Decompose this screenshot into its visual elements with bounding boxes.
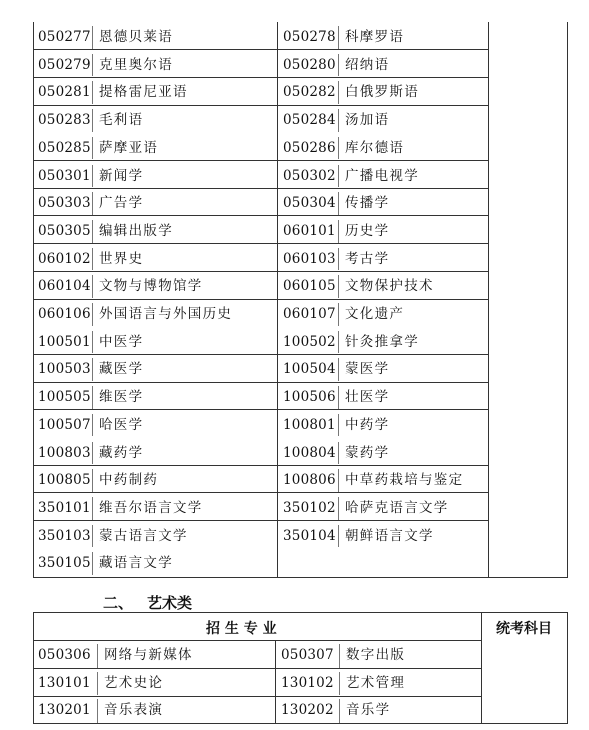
major-name: 新闻学 xyxy=(99,167,144,184)
table2-right-border xyxy=(567,612,568,724)
row-separator xyxy=(33,520,489,521)
major-code: 100806 xyxy=(283,472,336,489)
major-code: 050285 xyxy=(38,139,91,156)
row-separator xyxy=(33,105,489,106)
major-name: 科摩罗语 xyxy=(345,29,405,45)
cell-divider xyxy=(92,81,93,104)
major-name: 克里奥尔语 xyxy=(99,56,173,73)
major-code: 060104 xyxy=(38,278,91,295)
major-name: 蒙古语言文学 xyxy=(99,527,188,544)
cell-divider xyxy=(92,54,93,77)
row-separator xyxy=(33,696,481,697)
table1-right-border xyxy=(567,22,568,578)
major-name: 文物与博物馆学 xyxy=(99,278,203,295)
major-name: 针灸推拿学 xyxy=(345,333,419,350)
cell-divider xyxy=(338,469,339,492)
major-code: 050283 xyxy=(38,112,91,129)
table2-top-border xyxy=(33,612,568,613)
row-separator xyxy=(33,299,489,300)
cell-divider xyxy=(97,699,98,723)
row-separator xyxy=(33,492,489,493)
major-code: 350102 xyxy=(283,499,336,516)
major-name: 维医学 xyxy=(99,389,144,406)
major-code: 350101 xyxy=(38,499,91,516)
major-code: 100805 xyxy=(38,472,91,489)
row-separator xyxy=(33,382,489,383)
major-name: 毛利语 xyxy=(99,112,144,129)
major-name: 广播电视学 xyxy=(345,167,419,184)
major-code: 060105 xyxy=(283,278,336,295)
row-separator xyxy=(33,668,481,669)
row-separator xyxy=(33,160,489,161)
cell-divider xyxy=(92,414,93,437)
cell-divider xyxy=(338,165,339,188)
cell-divider xyxy=(338,331,339,354)
cell-divider xyxy=(338,275,339,298)
major-name: 中草药栽培与鉴定 xyxy=(345,472,464,489)
major-name: 绍纳语 xyxy=(345,56,390,73)
major-code: 350103 xyxy=(38,527,91,544)
cell-divider xyxy=(92,331,93,354)
cell-divider xyxy=(92,275,93,298)
major-name: 中药学 xyxy=(345,416,390,433)
major-code: 100507 xyxy=(38,416,91,433)
major-name: 藏医学 xyxy=(99,361,144,378)
cell-divider xyxy=(338,54,339,77)
cell-divider xyxy=(92,386,93,409)
major-code: 050281 xyxy=(38,84,91,101)
major-name: 数字出版 xyxy=(346,647,406,663)
major-code: 050282 xyxy=(283,84,336,101)
cell-divider xyxy=(92,109,93,132)
major-code: 060106 xyxy=(38,306,91,322)
major-code: 050286 xyxy=(283,139,336,156)
major-code: 060101 xyxy=(283,222,336,239)
major-code: 100803 xyxy=(38,444,91,461)
major-code: 100503 xyxy=(38,361,91,378)
row-separator xyxy=(33,77,489,78)
cell-divider xyxy=(92,358,93,381)
cell-divider xyxy=(338,442,339,465)
major-code: 130102 xyxy=(281,674,334,691)
cell-divider xyxy=(338,192,339,215)
major-code: 130201 xyxy=(38,702,91,718)
cell-divider xyxy=(92,248,93,271)
major-name: 朝鲜语言文学 xyxy=(345,527,434,544)
cell-divider xyxy=(92,165,93,188)
cell-divider xyxy=(338,220,339,243)
major-code: 130202 xyxy=(281,702,334,718)
major-code: 100505 xyxy=(38,389,91,406)
major-code: 050284 xyxy=(283,112,336,129)
cell-divider xyxy=(92,525,93,548)
major-code: 050303 xyxy=(38,195,91,212)
major-code: 060107 xyxy=(283,306,336,322)
major-name: 哈医学 xyxy=(99,416,144,433)
major-name: 壮医学 xyxy=(345,389,390,406)
major-code: 050280 xyxy=(283,56,336,73)
cell-divider xyxy=(92,303,93,326)
major-code: 050304 xyxy=(283,195,336,212)
cell-divider xyxy=(338,525,339,548)
cell-divider xyxy=(92,552,93,575)
major-name: 传播学 xyxy=(345,195,390,212)
major-name: 艺术管理 xyxy=(346,674,406,691)
major-code: 100506 xyxy=(283,389,336,406)
section-title-text: 艺术类 xyxy=(147,594,193,612)
major-code: 130101 xyxy=(38,674,91,691)
major-code: 060103 xyxy=(283,250,336,267)
cell-divider xyxy=(338,303,339,326)
cell-divider xyxy=(338,414,339,437)
header-major: 招 生 专 业 xyxy=(206,621,277,637)
major-name: 编辑出版学 xyxy=(99,222,173,239)
major-name: 网络与新媒体 xyxy=(104,647,193,663)
major-name: 文物保护技术 xyxy=(345,278,434,295)
major-name: 库尔德语 xyxy=(345,139,405,156)
cell-divider xyxy=(92,192,93,215)
cell-divider xyxy=(97,644,98,668)
cell-divider xyxy=(92,220,93,243)
major-code: 060102 xyxy=(38,250,91,267)
cell-divider xyxy=(97,672,98,696)
row-separator xyxy=(33,188,489,189)
cell-divider xyxy=(92,469,93,492)
major-name: 藏药学 xyxy=(99,444,144,461)
major-name: 历史学 xyxy=(345,222,390,239)
row-separator xyxy=(33,243,489,244)
cell-divider xyxy=(338,497,339,520)
major-code: 100504 xyxy=(283,361,336,378)
cell-divider xyxy=(338,248,339,271)
major-code: 050277 xyxy=(38,29,91,45)
major-name: 萨摩亚语 xyxy=(99,139,159,156)
cell-divider xyxy=(339,672,340,696)
major-name: 艺术史论 xyxy=(104,674,164,691)
cell-divider xyxy=(339,644,340,668)
major-code: 100501 xyxy=(38,333,91,350)
major-name: 音乐表演 xyxy=(104,702,164,718)
table2-center-divider xyxy=(275,640,276,724)
major-name: 中药制药 xyxy=(99,472,159,489)
major-code: 050301 xyxy=(38,167,91,184)
cell-divider xyxy=(338,109,339,132)
major-name: 藏语言文学 xyxy=(99,555,173,572)
section-heading xyxy=(103,592,206,613)
major-name: 考古学 xyxy=(345,250,390,267)
table1-bottom-border xyxy=(33,577,568,578)
row-separator xyxy=(33,215,489,216)
major-name: 文化遗产 xyxy=(345,306,405,322)
major-code: 350105 xyxy=(38,555,91,572)
table2-header-divider xyxy=(33,640,481,641)
row-separator xyxy=(33,354,489,355)
row-separator xyxy=(33,409,489,410)
major-code: 050279 xyxy=(38,56,91,73)
table2-bottom-border xyxy=(33,723,568,724)
cell-divider xyxy=(338,386,339,409)
cell-divider xyxy=(92,442,93,465)
major-name: 哈萨克语言文学 xyxy=(345,499,449,516)
major-code: 050278 xyxy=(283,29,336,45)
major-code: 050305 xyxy=(38,222,91,239)
major-name: 维吾尔语言文学 xyxy=(99,499,203,516)
major-name: 世界史 xyxy=(99,250,144,267)
major-name: 汤加语 xyxy=(345,112,390,129)
cell-divider xyxy=(338,358,339,381)
cell-divider xyxy=(92,26,93,49)
major-name: 外国语言与外国历史 xyxy=(99,306,233,322)
major-name: 恩德贝莱语 xyxy=(99,29,173,45)
cell-divider xyxy=(338,26,339,49)
major-code: 100502 xyxy=(283,333,336,350)
major-code: 100804 xyxy=(283,444,336,461)
row-separator xyxy=(33,465,489,466)
major-name: 蒙医学 xyxy=(345,361,390,378)
major-name: 白俄罗斯语 xyxy=(345,84,419,101)
major-name: 音乐学 xyxy=(346,702,391,718)
table2-exam-column-divider xyxy=(481,612,482,724)
row-separator xyxy=(33,49,489,50)
major-name: 广告学 xyxy=(99,195,144,212)
major-code: 050307 xyxy=(281,647,334,663)
major-code: 050306 xyxy=(38,647,91,663)
major-code: 100801 xyxy=(283,416,336,433)
major-code: 350104 xyxy=(283,527,336,544)
major-name: 提格雷尼亚语 xyxy=(99,84,188,101)
section-number: 二、 xyxy=(103,594,134,612)
header-exam-subjects: 统考科目 xyxy=(496,621,552,637)
row-separator xyxy=(33,271,489,272)
cell-divider xyxy=(92,497,93,520)
cell-divider xyxy=(92,137,93,160)
major-name: 中医学 xyxy=(99,333,144,350)
cell-divider xyxy=(338,137,339,160)
major-name: 蒙药学 xyxy=(345,444,390,461)
cell-divider xyxy=(339,699,340,723)
major-code: 050302 xyxy=(283,167,336,184)
cell-divider xyxy=(338,81,339,104)
